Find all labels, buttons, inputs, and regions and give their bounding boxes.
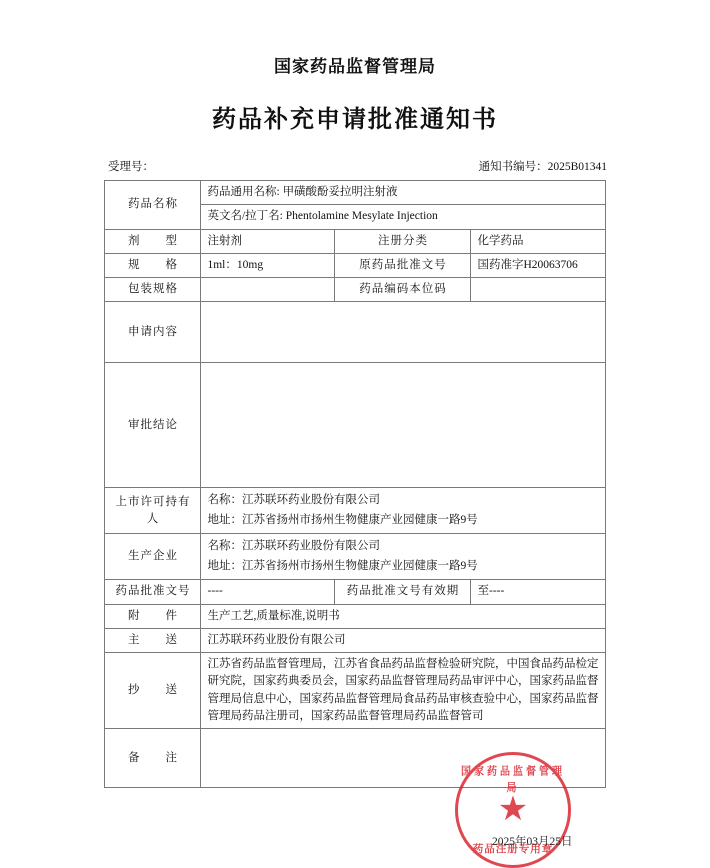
- drug-name-label: 药品名称: [105, 181, 201, 230]
- cc-value: 江苏省药品监督管理局，江苏省食品药品监督检验研究院，中国食品药品检定研究院，国家药典委员会，国家药品监督管理局药品审评中心，国家药品监督管理局信息中心，国家药品监督管理局食品药品审核查验中心，国家药品监督管理局药品注册司，国家药品监督管理局药品监督管司: [201, 653, 605, 729]
- english-name-value: Phentolamine Mesylate Injection: [285, 210, 438, 223]
- manufacturer-value-cell: [201, 534, 605, 580]
- manufacturer-name-label: 名称：: [207, 540, 242, 553]
- table-row-approval-no: [105, 580, 605, 604]
- original-approval-value: 国药准字H20063706: [471, 253, 605, 277]
- drug-code-value: [471, 278, 605, 302]
- conclusion-value: [201, 363, 605, 488]
- table-row-conclusion: [105, 363, 605, 488]
- manufacturer-label: 生产企业: [105, 534, 201, 580]
- mah-name-label: 名称：: [207, 494, 242, 507]
- table-row-attachment: [105, 604, 605, 628]
- seal-agency-text: 国家药品监督管理局: [461, 765, 565, 795]
- table-row-package-spec: [105, 278, 605, 302]
- table-row-dosage-form: [105, 229, 605, 253]
- table-row-mah: [105, 488, 605, 534]
- seal-date: 2025年03月25日: [492, 836, 573, 848]
- notice-number: 通知书编号：2025B01341: [478, 161, 607, 173]
- drug-code-label: 药品编码本位码: [335, 278, 471, 302]
- conclusion-label: 审批结论: [105, 363, 201, 488]
- manufacturer-name-line: [207, 537, 598, 557]
- application-content-value: [201, 302, 605, 363]
- mah-address-line: [207, 511, 598, 531]
- seal-purpose-text: 药品注册专用章: [472, 844, 554, 855]
- table-row-main-send: [105, 628, 605, 652]
- mah-label: 上市许可持有人: [105, 488, 201, 534]
- approval-no-value: ----: [201, 580, 335, 604]
- generic-name-value: 甲磺酸酚妥拉明注射液: [282, 186, 398, 198]
- seal-star-icon: ★: [497, 791, 529, 828]
- registration-class-label: 注册分类: [335, 229, 471, 253]
- approval-no-label: 药品批准文号: [105, 580, 201, 604]
- original-approval-label: 原药品批准文号: [335, 253, 471, 277]
- mah-value-cell: [201, 488, 605, 534]
- table-row-drug-name: [105, 181, 605, 205]
- generic-name-label: 药品通用名称:: [207, 186, 280, 198]
- package-spec-label: 包装规格: [105, 278, 201, 302]
- manufacturer-address-line: [207, 557, 598, 577]
- cc-label: 抄 送: [105, 653, 201, 729]
- attachment-value: 生产工艺,质量标准,说明书: [201, 604, 605, 628]
- validity-value: 至----: [471, 580, 605, 604]
- table-row-remark: [105, 729, 605, 788]
- attachment-label: 附 件: [105, 604, 201, 628]
- generic-name-cell: [201, 181, 605, 205]
- mah-address-label: 地址：: [207, 513, 242, 526]
- manufacturer-name-value: 江苏联环药业股份有限公司: [241, 540, 380, 553]
- mah-address-value: 江苏省扬州市扬州生物健康产业园健康一路9号: [241, 513, 478, 526]
- main-send-value: 江苏联环药业股份有限公司: [201, 628, 605, 652]
- meta-row: [0, 156, 710, 178]
- dosage-form-label: 剂 型: [105, 229, 201, 253]
- page-title: 药品补充申请批准通知书: [212, 107, 498, 133]
- english-name-label: 英文名/拉丁名:: [207, 210, 283, 223]
- acceptance-number-label: 受理号：: [108, 161, 154, 173]
- validity-label: 药品批准文号有效期: [335, 580, 471, 604]
- manufacturer-address-label: 地址：: [207, 559, 242, 572]
- approval-table: [104, 180, 605, 788]
- table-row-manufacturer: [105, 534, 605, 580]
- spec-value: 1ml：10mg: [201, 253, 335, 277]
- application-content-label: 申请内容: [105, 302, 201, 363]
- english-name-cell: [201, 205, 605, 229]
- remark-value: [201, 729, 605, 788]
- table-row-spec: [105, 253, 605, 277]
- remark-label: 备 注: [105, 729, 201, 788]
- manufacturer-address-value: 江苏省扬州市扬州生物健康产业园健康一路9号: [241, 559, 478, 572]
- mah-name-line: [207, 491, 598, 511]
- main-send-label: 主 送: [105, 628, 201, 652]
- dosage-form-value: 注射剂: [201, 229, 335, 253]
- registration-class-value: 化学药品: [471, 229, 605, 253]
- package-spec-value: [201, 278, 335, 302]
- document-page: [0, 52, 710, 858]
- table-row-cc: [105, 653, 605, 729]
- table-row-application-content: [105, 302, 605, 363]
- spec-label: 规 格: [105, 253, 201, 277]
- mah-name-value: 江苏联环药业股份有限公司: [241, 494, 380, 507]
- issuing-agency: 国家药品监督管理局: [274, 57, 436, 76]
